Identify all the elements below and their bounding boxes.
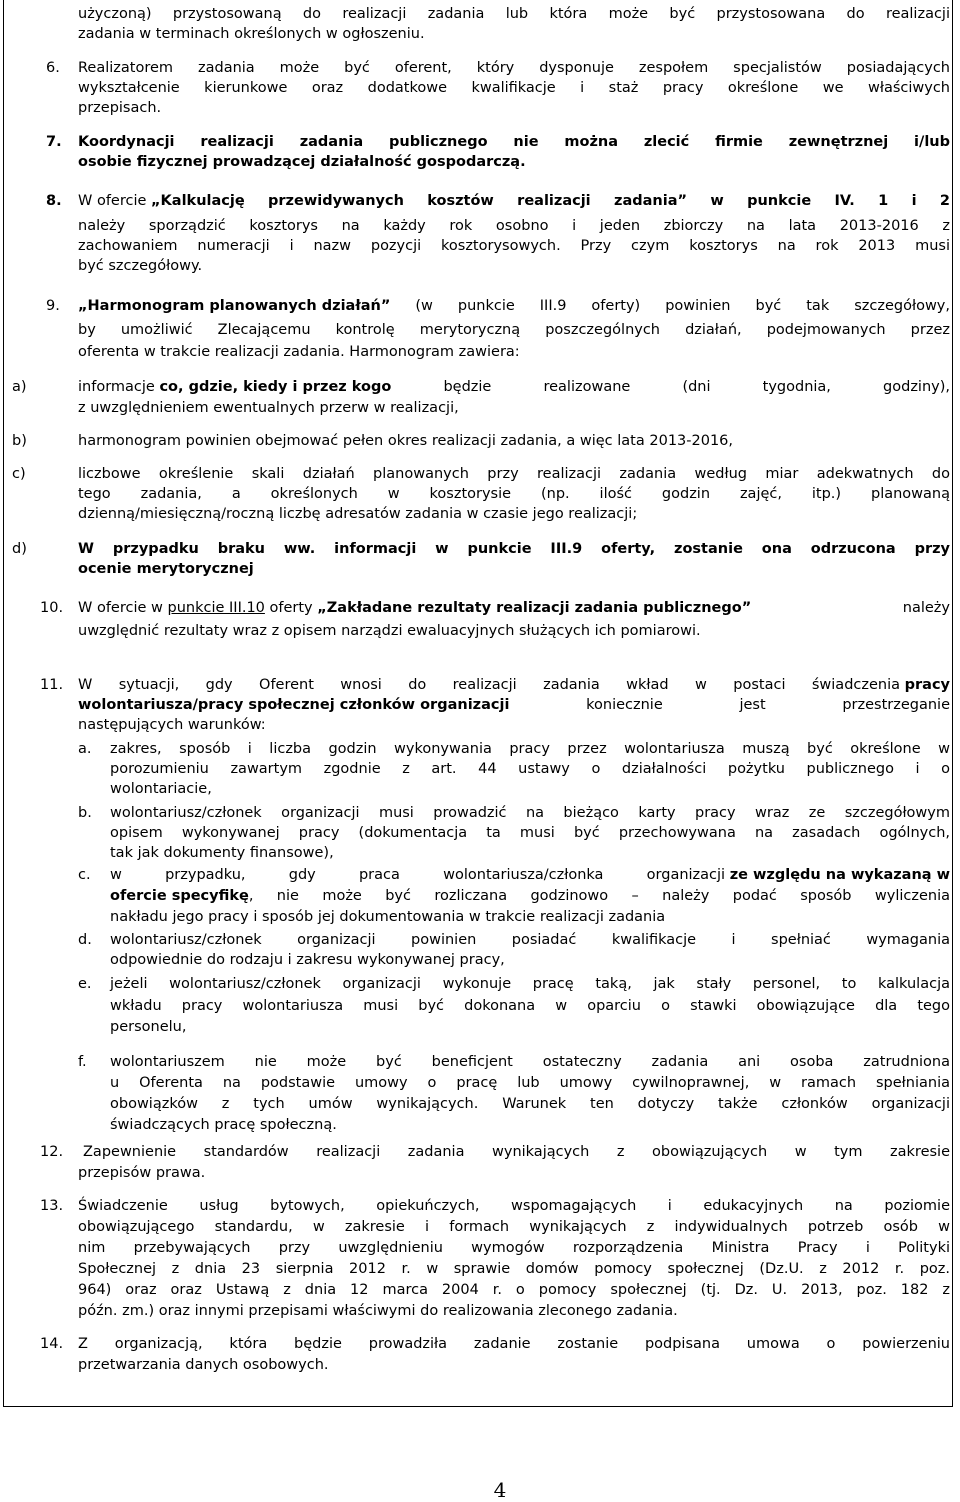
text-line: wykształcenie kierunkowe oraz dodatkowe kwalifikacje i staż pracy określone we właściwych	[78, 80, 950, 96]
text-line: porozumieniu zawartym zgodnie z art. 44 ustawy o działalności pożytku publicznego i o	[110, 761, 950, 777]
list-letter: b)	[12, 433, 27, 449]
text-line: tak jak dokumenty finansowe),	[110, 845, 334, 861]
text-line: 964) oraz oraz Ustawą z dnia 12 marca 2004 r. o pomocy społecznej (tj. Dz. U. 2013, poz. 182 z	[78, 1282, 950, 1298]
list-number: 8.	[46, 193, 62, 209]
text-line: świadczących pracę społeczną.	[110, 1117, 337, 1133]
text-run: (w punkcie III.9 oferty) powinien być tak szczegółowy,	[390, 298, 950, 314]
text-line: przepisów prawa.	[78, 1165, 206, 1181]
text-line	[78, 675, 950, 695]
text-line: należy sporządzić kosztorys na każdy rok osobno i jeden zbiorczy na lata 2013-2016 z	[78, 218, 950, 234]
text-line: późn. zm.) oraz innymi przepisami właściwymi do realizowania zleconego zadania.	[78, 1303, 678, 1319]
list-letter: c)	[12, 466, 26, 482]
text-run: „Kalkulację przewidywanych kosztów realizacji zadania” w punkcie IV. 1 i 2	[151, 193, 950, 209]
list-letter: f.	[78, 1054, 87, 1070]
text-line: wkładu pracy wolontariusza musi być dokonana w oparciu o stawki obowiązujące dla tego	[110, 998, 950, 1014]
list-letter: a)	[12, 379, 27, 395]
text-line: jeżeli wolontariusz/członek organizacji wykonuje pracę taką, jak stały personel, to kalkulacja	[110, 976, 950, 992]
text-line: zadania w terminach określonych w ogłoszeniu.	[78, 26, 425, 42]
text-run: informacje	[78, 379, 160, 395]
list-number: 14.	[40, 1336, 64, 1352]
text-line: następujących warunków:	[78, 717, 266, 733]
text-line: Społecznej z dnia 23 sierpnia 2012 r. w sprawie domów pomocy społecznej (Dz.U. z 2012 r. poz.	[78, 1261, 950, 1277]
text-line: oferenta w trakcie realizacji zadania. Harmonogram zawiera:	[78, 344, 520, 360]
text-line: Koordynacji realizacji zadania publicznego nie można zlecić firmie zewnętrznej i/lub	[78, 134, 950, 150]
list-number: 7.	[46, 134, 62, 150]
list-number: 12.	[40, 1144, 64, 1160]
text-line: wolontariusz/członek organizacji powinien posiadać kwalifikacje i spełniać wymagania	[110, 932, 950, 948]
text-run: co, gdzie, kiedy i przez kogo	[159, 379, 392, 395]
text-line: W przypadku braku ww. informacji w punkcie III.9 oferty, zostanie ona odrzucona przy	[78, 541, 950, 557]
list-letter: a.	[78, 741, 92, 757]
text-line: uwzględnić rezultaty wraz z opisem narządzi ewaluacyjnych służących ich pomiarowi.	[78, 623, 701, 639]
text-line: dzienną/miesięczną/roczną liczbę adresatów zadania w czasie jego realizacji;	[78, 506, 638, 522]
text-line: zakres, sposób i liczba godzin wykonywania pracy przez wolontariusza muszą być określone w	[110, 741, 950, 757]
text-run: „Zakładane rezultaty realizacji zadania publicznego”	[317, 600, 752, 616]
text-line	[110, 886, 950, 906]
list-letter: d)	[12, 541, 27, 557]
text-line: z uwzględnieniem ewentualnych przerw w realizacji,	[78, 400, 459, 416]
text-line: obowiązków z tych umów wynikających. Warunek ten dotyczy także członków organizacji	[110, 1096, 950, 1112]
text-line: ocenie merytorycznej	[78, 561, 254, 577]
text-line	[78, 191, 950, 211]
text-run: w przypadku, gdy praca wolontariusza/członka organizacji	[110, 867, 730, 883]
text-line: odpowiednie do rodzaju i zakresu wykonywanej pracy,	[110, 952, 505, 968]
text-line: liczbowe określenie skali działań planowanych przy realizacji zadania według miar adekwatnych do	[78, 466, 950, 482]
text-line	[78, 377, 950, 397]
list-letter: b.	[78, 805, 92, 821]
text-line: Zapewnienie standardów realizacji zadania wynikających z obowiązujących w tym zakresie	[83, 1144, 950, 1160]
text-line: opisem wykonywanej pracy (dokumentacja ta musi być przechowywana na zasadach ogólnych,	[110, 825, 950, 841]
text-line: by umożliwić Zlecającemu kontrolę merytoryczną poszczególnych działań, podejmowanych przez	[78, 322, 950, 338]
text-line: przetwarzania danych osobowych.	[78, 1357, 329, 1373]
text-run: punkcie III.10	[167, 600, 265, 616]
text-run: W ofercie	[78, 193, 152, 209]
text-line: nim przebywających przy uwzględnieniu wymogów rozporządzenia Ministra Pracy i Polityki	[78, 1240, 950, 1256]
text-line: osobie fizycznej prowadzącej działalność gospodarczą.	[78, 154, 526, 170]
text-line: harmonogram powinien obejmować pełen okres realizacji zadania, a więc lata 2013-2016,	[78, 433, 734, 449]
text-line: u Oferenta na podstawie umowy o pracę lub umowy cywilnoprawnej, w ramach spełniania	[110, 1075, 950, 1091]
text-run: oferty	[264, 600, 318, 616]
text-run: , nie może być rozliczana godzinowo – należy podać sposób wyliczenia	[248, 888, 950, 904]
text-line	[78, 598, 950, 618]
text-run: ze względu na wykazaną w	[729, 867, 950, 883]
text-line: Świadczenie usług bytowych, opiekuńczych, wspomagających i edukacyjnych na poziomie	[78, 1198, 950, 1214]
text-line: Realizatorem zadania może być oferent, który dysponuje zespołem specjalistów posiadających	[78, 60, 950, 76]
list-letter: e.	[78, 976, 92, 992]
list-letter: c.	[78, 867, 91, 883]
page-number: 4	[493, 1478, 507, 1502]
text-run: wolontariusza/pracy społecznej członków organizacji	[78, 697, 510, 713]
text-run: należy	[751, 600, 950, 616]
text-line: Z organizacją, która będzie prowadziła zadanie zostanie podpisana umowa o powierzeniu	[78, 1336, 950, 1352]
text-run: ofercie specyfikę	[110, 888, 249, 904]
text-line: wolontariacie,	[110, 781, 212, 797]
list-number: 10.	[40, 600, 64, 616]
text-line	[78, 296, 950, 316]
text-line: obowiązującego standardu, w zakresie i formach wynikających z indywidualnych potrzeb osób w	[78, 1219, 950, 1235]
text-line: użyczoną) przystosowaną do realizacji zadania lub która może być przystosowana do realizacji	[78, 6, 950, 22]
list-number: 13.	[40, 1198, 64, 1214]
text-line	[110, 865, 950, 885]
text-line: tego zadania, a określonych w kosztorysie (np. ilość godzin zajęć, itp.) planowaną	[78, 486, 950, 502]
text-run: będzie realizowane (dni tygodnia, godziny),	[391, 379, 950, 395]
text-line: zachowaniem numeracji i nazw pozycji kosztorysowych. Przy czym kosztorys na rok 2013 musi	[78, 238, 950, 254]
text-line: personelu,	[110, 1019, 187, 1035]
text-run: „Harmonogram planowanych działań”	[78, 298, 391, 314]
text-line: nakładu jego pracy i sposób jej dokumentowania w trakcie realizacji zadania	[110, 909, 666, 925]
text-line	[78, 695, 950, 715]
text-line: wolontariusz/członek organizacji musi prowadzić na bieżąco karty pracy wraz ze szczegółowym	[110, 805, 950, 821]
text-line: wolontariuszem nie może być beneficjent ostateczny zadania ani osoba zatrudniona	[110, 1054, 950, 1070]
list-number: 6.	[46, 60, 60, 76]
list-number: 9.	[46, 298, 60, 314]
text-run: W ofercie w	[78, 600, 168, 616]
text-line: przepisach.	[78, 100, 162, 116]
text-run: koniecznie jest przestrzeganie	[509, 697, 950, 713]
text-run: pracy	[904, 677, 950, 693]
text-run: W sytuacji, gdy Oferent wnosi do realizacji zadania wkład w postaci świadczenia	[78, 677, 905, 693]
list-number: 11.	[40, 677, 64, 693]
list-letter: d.	[78, 932, 92, 948]
text-line: być szczegółowy.	[78, 258, 203, 274]
